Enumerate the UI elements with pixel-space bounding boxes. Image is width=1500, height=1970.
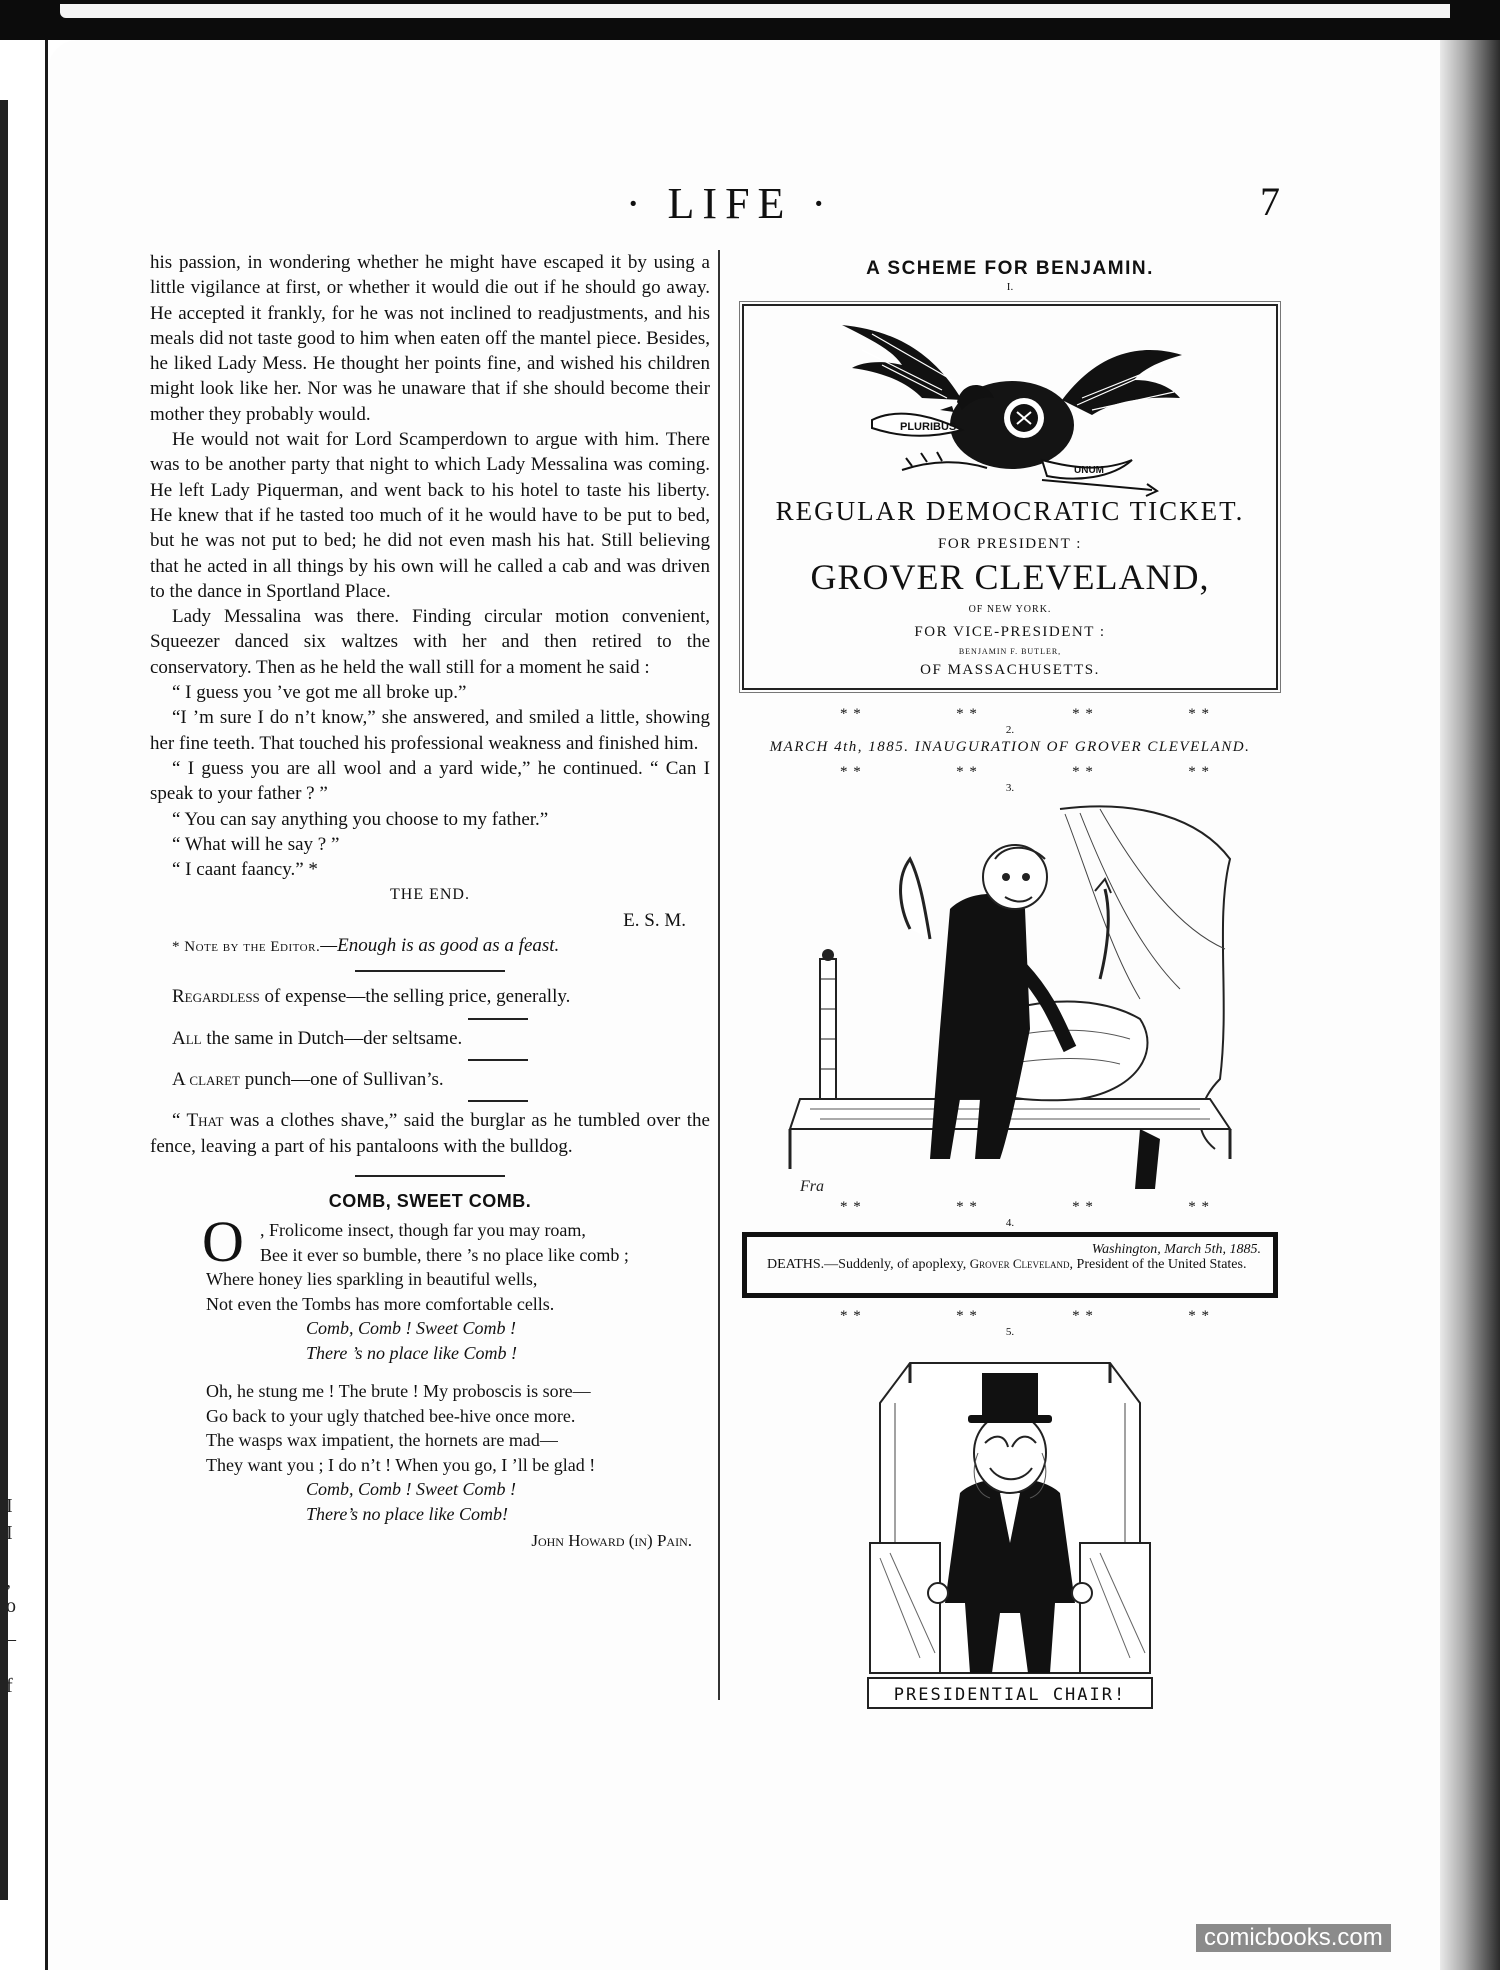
star-pair: * * [840, 1199, 862, 1215]
ticket-for-president: FOR PRESIDENT : [938, 536, 1082, 552]
watermark: comicbooks.com [1196, 1924, 1391, 1952]
squib [150, 984, 710, 1009]
panel-number: 2. [1005, 724, 1015, 736]
ribbon-right-text: UNUM [1074, 465, 1104, 476]
chair-label: PRESIDENTIAL CHAIR! [893, 1685, 1127, 1705]
poem-line: They want you ; I do n’t ! When you go, I ’ll be glad ! [206, 1454, 596, 1475]
death-notice-suffix: , President of the United States. [1069, 1257, 1247, 1272]
inauguration-line [730, 739, 1290, 756]
star-pair: * * [1188, 1308, 1210, 1324]
star-pair: * * [1072, 706, 1094, 722]
ticket-vp-name: BENJAMIN F. BUTLER, [958, 647, 1062, 656]
star-pair: * * [1072, 764, 1094, 780]
squib-lead: Regardless [172, 986, 260, 1008]
scan-top-border [0, 0, 1500, 40]
ticket-box [742, 304, 1278, 690]
eagle-icon [812, 310, 1212, 500]
poem-title: COMB, SWEET COMB. [328, 1190, 532, 1211]
poem-line: , Frolicome insect, though far you may roam, [260, 1220, 586, 1241]
death-notice-prefix: DEATHS.—Suddenly, of apoplexy, [767, 1257, 970, 1272]
star-separator [730, 1308, 1290, 1325]
star-pair: * * [1072, 1308, 1094, 1324]
squib-lead: A claret [172, 1068, 240, 1090]
bedside-cartoon-image [760, 799, 1260, 1199]
scan-right-edge [1440, 40, 1500, 1970]
squib-rule [468, 1059, 528, 1061]
masthead: · LIFE · [625, 179, 835, 228]
star-pair: * * [1188, 1199, 1210, 1215]
squib-text: was a clothes shave,” said the burglar as he tumbled over the fence, leaving a part of his pantaloons with the bulldog. [150, 1110, 710, 1157]
star-pair: * * [840, 706, 862, 722]
squib-text: punch—one of Sullivan’s. [239, 1068, 444, 1090]
scan-left-margin [0, 40, 48, 1970]
ticket-president-name: GROVER CLEVELAND, [810, 557, 1210, 597]
squib-text: of expense—the selling price, generally. [259, 986, 571, 1008]
story-dialogue: “ What will he say ? ” [172, 833, 340, 855]
death-notice-box [742, 1232, 1278, 1298]
poem [150, 1209, 710, 1526]
star-pair: * * [1188, 764, 1210, 780]
poem-line: Bee it ever so bumble, there ’s no place like comb ; [260, 1244, 629, 1265]
the-end-label: THE END. [390, 886, 470, 904]
star-pair: * * [956, 706, 978, 722]
panel-number: 4. [1005, 1217, 1015, 1229]
death-notice-name: Grover Cleveland [969, 1256, 1070, 1271]
poem-line: The wasps wax impatient, the hornets are mad— [206, 1430, 558, 1451]
margin-fragment: – [6, 1628, 16, 1650]
editor-note-label: * Note by the Editor. [172, 939, 321, 956]
squib-text: the same in Dutch—der seltsame. [201, 1027, 463, 1049]
poem-line: Go back to your ugly thatched bee-hive once more. [206, 1405, 576, 1426]
poem-line: Where honey lies sparkling in beautiful wells, [206, 1269, 538, 1290]
star-separator [730, 706, 1290, 723]
star-pair: * * [956, 1199, 978, 1215]
margin-fragment: o [6, 1595, 16, 1617]
star-separator [730, 764, 1290, 781]
squib-rule [468, 1100, 528, 1102]
poem-refrain: There’s no place like Comb! [306, 1503, 508, 1524]
stanza-gap [206, 1365, 710, 1379]
cartoon-signature: Fra [800, 1178, 824, 1195]
scheme-title: A SCHEME FOR BENJAMIN. [866, 258, 1154, 279]
section-rule [355, 970, 505, 972]
story-paragraph: He would not wait for Lord Scamperdown to argue with him. There was to be another party that night to which Lady Messalina was coming. He left Lady Piquerman, and went back to his hotel to taste his liberty. He knew that if he tasted too much of it he would have to be put to bed, but he was not put to bed; he did not even mash his hat. Still believing that he acted in all things by his own will he called a cab and was driven to the dance in Sportland Place. [150, 429, 710, 602]
poem-refrain: Comb, Comb ! Sweet Comb ! [306, 1318, 516, 1339]
margin-fragment: I [6, 1495, 13, 1517]
death-notice-text [767, 1257, 1261, 1272]
ticket-for-vice-president: FOR VICE-PRESIDENT : [914, 624, 1106, 640]
right-column [730, 250, 1290, 1713]
presidential-chair-cartoon-image [850, 1343, 1170, 1713]
squib-lead: All [172, 1027, 202, 1049]
star-pair: * * [956, 1308, 978, 1324]
squib [150, 1067, 710, 1092]
star-pair: * * [956, 764, 978, 780]
margin-fragment: , [6, 1570, 11, 1592]
star-separator [730, 1199, 1290, 1216]
inauguration-date: MARCH 4th, 1885. [769, 739, 910, 755]
story-paragraph: his passion, in wondering whether he might have escaped it by using a little vigilance at first, or whether it would die out if he should go away. He accepted it frankly, for he was not inclined to readjustments, and his meals did not taste good to him when eaten off the mantel piece. Besides, he liked Lady Mess. He thought her points fine, and wished his children might look like her. Nor was he unaware that if she should become their mother they probably would. [150, 252, 710, 425]
story-dialogue: “ You can say anything you choose to my father.” [172, 808, 549, 830]
editor-note [150, 933, 710, 960]
poem-line: Oh, he stung me ! The brute ! My proboscis is sore— [206, 1381, 591, 1402]
story-dialogue: “ I caant faancy.” * [172, 859, 318, 881]
previous-page-strip [60, 4, 1450, 18]
panel-number: 5. [1005, 1326, 1015, 1338]
ticket-title: REGULAR DEMOCRATIC TICKET. [775, 496, 1245, 526]
squib-rule [468, 1018, 528, 1020]
poem-refrain: Comb, Comb ! Sweet Comb ! [306, 1479, 516, 1500]
page-number: 7 [1260, 179, 1280, 224]
star-pair: * * [1072, 1199, 1094, 1215]
star-pair: * * [840, 1308, 862, 1324]
section-rule [355, 1175, 505, 1177]
inauguration-text: INAUGURATION OF GROVER CLEVELAND. [914, 739, 1251, 755]
ticket-vp-state: OF MASSACHUSETTS. [920, 662, 1100, 678]
death-notice-dateline: Washington, March 5th, 1885. [1091, 1242, 1261, 1257]
ribbon-left-text: PLURIBUS [900, 421, 957, 433]
ticket-president-state: OF NEW YORK. [968, 604, 1052, 615]
editor-note-text: —Enough is as good as a feast. [320, 935, 560, 957]
story-signature: E. S. M. [623, 909, 686, 931]
squib-lead: “ That [172, 1110, 224, 1132]
poem-initial: O [202, 1209, 244, 1275]
story-dialogue: “ I guess you ’ve got me all broke up.” [172, 682, 467, 704]
margin-fragment: I [6, 1522, 13, 1544]
panel-number: I. [1006, 281, 1014, 293]
margin-fragment: f [6, 1675, 13, 1697]
poem-refrain: There ’s no place like Comb ! [306, 1342, 517, 1363]
story-dialogue: “I ’m sure I do n’t know,” she answered, and smiled a little, showing her fine teeth. That touched his professional weakness and finished him. [150, 707, 710, 754]
star-pair: * * [840, 764, 862, 780]
panel-number: 3. [1005, 782, 1015, 794]
squib [150, 1026, 710, 1051]
story-paragraph: Lady Messalina was there. Finding circular motion convenient, Squeezer danced six waltzes with her and then retired to the conservatory. Then as he held the wall still for a moment he said : [150, 606, 710, 678]
story-dialogue: “ I guess you are all wool and a yard wide,” he continued. “ Can I speak to your father ? ” [150, 757, 710, 805]
squib [150, 1108, 710, 1159]
poem-signature: John Howard (in) Pain. [531, 1531, 692, 1551]
left-column [150, 250, 710, 1553]
column-divider [718, 250, 720, 1700]
star-pair: * * [1188, 706, 1210, 722]
poem-line: Not even the Tombs has more comfortable cells. [206, 1293, 555, 1314]
